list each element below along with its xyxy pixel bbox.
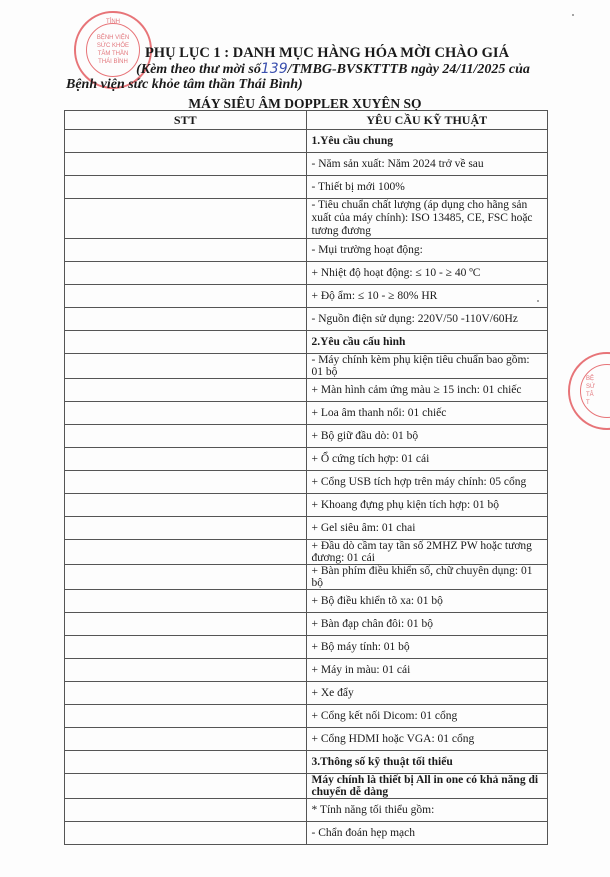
- reference-suffix: /TMBG-BVSKTTTB ngày 24/11/2025 của: [287, 62, 530, 77]
- table-row: [65, 425, 548, 448]
- stt-cell: [65, 565, 307, 590]
- seal-text: TÂM THẦN: [97, 51, 129, 57]
- requirement-cell: - Chẩn đoán hẹp mạch: [306, 822, 548, 845]
- requirement-cell: + Cổng USB tích hợp trên máy chính: 05 cổng: [306, 471, 548, 494]
- requirement-cell: - Nguồn điện sử dụng: 220V/50 -110V/60Hz: [306, 308, 548, 331]
- requirement-cell: + Ổ cứng tích hợp: 01 cái: [306, 448, 548, 471]
- stt-cell: [65, 130, 307, 153]
- appendix-title: PHỤ LỤC 1 : DANH MỤC HÀNG HÓA MỜI CHÀO GIÁ: [144, 45, 510, 61]
- seal-text: SỨC KHỎE: [96, 43, 130, 49]
- table-row: [65, 728, 548, 751]
- table-row: [65, 494, 548, 517]
- requirement-cell: - Máy chính kèm phụ kiện tiêu chuẩn bao gồm: 01 bộ: [306, 354, 548, 379]
- table-row: [65, 379, 548, 402]
- requirement-cell: + Khoang đựng phụ kiện tích hợp: 01 bộ: [306, 494, 548, 517]
- table-row: [65, 540, 548, 565]
- table-row: [65, 308, 548, 331]
- table-row: [65, 636, 548, 659]
- stt-cell: [65, 494, 307, 517]
- table-row: [65, 176, 548, 199]
- table-row: [65, 590, 548, 613]
- stt-cell: [65, 799, 307, 822]
- section-heading: 3.Thông số kỹ thuật tối thiểu: [306, 751, 548, 774]
- requirement-cell: + Đầu dò cầm tay tần số 2MHZ PW hoặc tương đương: 01 cái: [306, 540, 548, 565]
- seal-text: BỆ: [586, 376, 595, 382]
- stt-cell: [65, 751, 307, 774]
- requirement-cell: + Cổng HDMI hoặc VGA: 01 cổng: [306, 728, 548, 751]
- stt-cell: [65, 402, 307, 425]
- seal-text: TÂ: [586, 392, 594, 398]
- stt-cell: [65, 153, 307, 176]
- seal-text: THÁI BÌNH: [98, 59, 128, 65]
- device-title: MÁY SIÊU ÂM DOPPLER XUYÊN SỌ: [188, 96, 422, 111]
- requirement-cell: + Bộ điều khiển tõ xa: 01 bộ: [306, 590, 548, 613]
- handwritten-number: 139: [260, 61, 288, 77]
- table-row: [65, 262, 548, 285]
- stt-cell: [65, 308, 307, 331]
- requirement-cell: - Năm sản xuất: Năm 2024 trở về sau: [306, 153, 548, 176]
- requirement-cell: + Màn hình cảm ứng màu ≥ 15 inch: 01 chiếc: [306, 379, 548, 402]
- col-stt-header: STT: [65, 111, 307, 130]
- stt-cell: [65, 517, 307, 540]
- table-row: [65, 448, 548, 471]
- requirement-cell: + Gel siêu âm: 01 chai: [306, 517, 548, 540]
- table-row: [65, 799, 548, 822]
- requirement-cell: + Loa âm thanh nổi: 01 chiếc: [306, 402, 548, 425]
- scan-speck: [572, 14, 574, 16]
- table-row: [65, 471, 548, 494]
- table-row: [65, 565, 548, 590]
- table-row: [65, 331, 548, 354]
- stt-cell: [65, 471, 307, 494]
- stt-cell: [65, 425, 307, 448]
- table-row: [65, 774, 548, 799]
- table-row: [65, 705, 548, 728]
- stt-cell: [65, 262, 307, 285]
- table-row: [65, 822, 548, 845]
- stt-cell: [65, 285, 307, 308]
- edge-seal: [568, 352, 610, 430]
- table-row: [65, 682, 548, 705]
- requirement-cell: + Bộ giữ đầu dò: 01 bộ: [306, 425, 548, 448]
- table-row: [65, 751, 548, 774]
- stt-cell: [65, 636, 307, 659]
- requirement-cell: - Thiết bị mới 100%: [306, 176, 548, 199]
- requirement-cell: + Độ ẩm: ≤ 10 - ≥ 80% HR: [306, 285, 548, 308]
- stt-cell: [65, 199, 307, 239]
- requirement-cell: + Cổng kết nối Dicom: 01 cổng: [306, 705, 548, 728]
- requirements-table: [64, 110, 548, 845]
- requirement-cell: + Xe đẩy: [306, 682, 548, 705]
- section-heading: 2.Yêu cầu cấu hình: [306, 331, 548, 354]
- table-row: [65, 130, 548, 153]
- table-row: [65, 354, 548, 379]
- seal-text: T: [586, 400, 590, 406]
- table-row: [65, 153, 548, 176]
- stt-cell: [65, 239, 307, 262]
- requirement-cell: + Máy in màu: 01 cái: [306, 659, 548, 682]
- col-requirements-header: YÊU CẦU KỸ THUẬT: [306, 111, 548, 130]
- scan-speck: [537, 300, 539, 302]
- stt-cell: [65, 540, 307, 565]
- requirement-cell: + Nhiệt độ hoạt động: ≤ 10 - ≥ 40 ºC: [306, 262, 548, 285]
- table-row: [65, 517, 548, 540]
- seal-text: TỈNH: [106, 19, 120, 25]
- stt-cell: [65, 354, 307, 379]
- stt-cell: [65, 176, 307, 199]
- stt-cell: [65, 774, 307, 799]
- appendix-reference: [28, 61, 610, 78]
- section-heading: Máy chính là thiết bị All in one có khả năng di chuyển dễ dàng: [306, 774, 548, 799]
- requirement-cell: + Bộ máy tính: 01 bộ: [306, 636, 548, 659]
- requirement-cell: + Bàn phím điều khiển số, chữ chuyên dụng: 01 bộ: [306, 565, 548, 590]
- stt-cell: [65, 448, 307, 471]
- stt-cell: [65, 613, 307, 636]
- table-row: [65, 239, 548, 262]
- requirement-cell: + Bàn đạp chân đôi: 01 bộ: [306, 613, 548, 636]
- stt-cell: [65, 728, 307, 751]
- table-row: [65, 199, 548, 239]
- requirement-cell: - Mụi trường hoạt động:: [306, 239, 548, 262]
- stt-cell: [65, 379, 307, 402]
- requirement-cell: * Tính năng tối thiểu gồm:: [306, 799, 548, 822]
- table-row: [65, 285, 548, 308]
- seal-text: BỆNH VIỆN: [96, 35, 130, 41]
- stt-cell: [65, 659, 307, 682]
- stt-cell: [65, 682, 307, 705]
- stt-cell: [65, 590, 307, 613]
- table-body: [65, 130, 548, 845]
- reference-prefix: (Kèm theo thư mời số: [136, 62, 261, 77]
- table-row: [65, 402, 548, 425]
- table-row: [65, 613, 548, 636]
- stt-cell: [65, 331, 307, 354]
- seal-text: SỨ: [586, 384, 596, 390]
- table-row: [65, 659, 548, 682]
- stt-cell: [65, 822, 307, 845]
- section-heading: 1.Yêu cầu chung: [306, 130, 548, 153]
- appendix-issuer: Bệnh viện sức khỏe tâm thần Thái Bình): [66, 77, 303, 92]
- requirement-cell: - Tiêu chuẩn chất lượng (áp dụng cho hãng sản xuất của máy chính): ISO 13485, CE, FSC hoặc tương đương: [306, 199, 548, 239]
- stt-cell: [65, 705, 307, 728]
